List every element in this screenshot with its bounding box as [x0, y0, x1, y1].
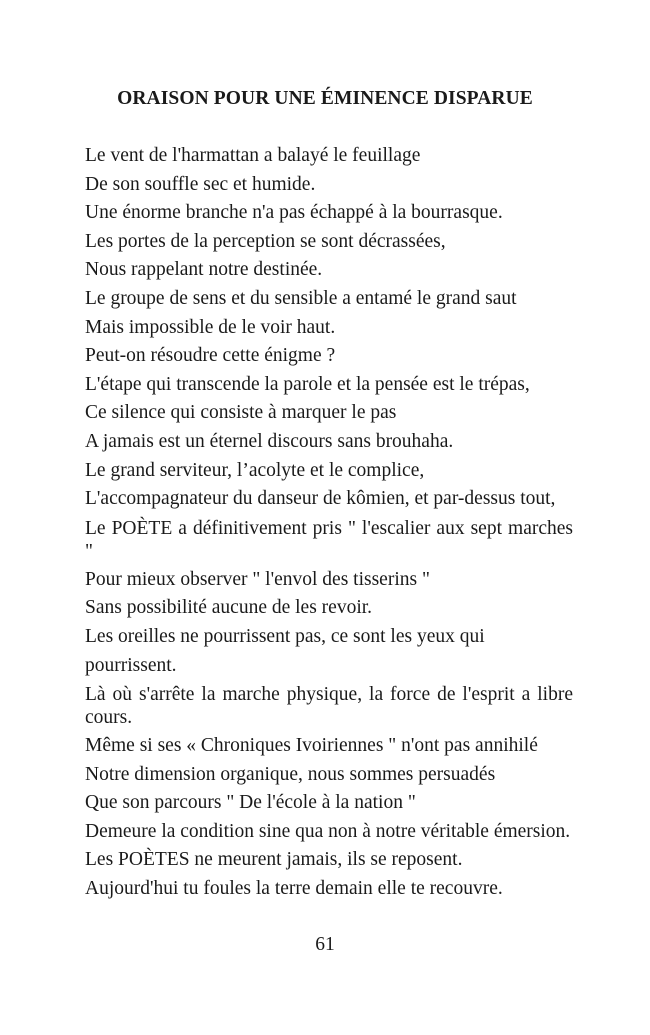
page-number: 61: [315, 934, 335, 955]
poem-line-11: A jamais est un éternel discours sans brouhaha.: [85, 430, 454, 452]
poem-line-12: Le grand serviteur, l’acolyte et le complice,: [85, 459, 425, 481]
poem-line-13: L'accompagnateur du danseur de kômien, et par-dessus tout,: [85, 488, 556, 510]
poem-line-4: Les portes de la perception se sont décrassées,: [85, 230, 446, 252]
poem-line-19: Même si ses « Chroniques Ivoiriennes " n'ont pas annihilé: [85, 735, 538, 757]
poem-line-18: Là où s'arrête la marche physique, la force de l'esprit a libre cours.: [85, 684, 573, 729]
poem-line-21: Que son parcours " De l'école à la nation ": [85, 792, 416, 814]
poem-line-7: Mais impossible de le voir haut.: [85, 316, 336, 338]
poem-line-6: Le groupe de sens et du sensible a entamé le grand saut: [85, 287, 517, 309]
poem-line-14: Le POÈTE a définitivement pris " l'escalier aux sept marches ": [85, 517, 573, 562]
poem-line-8: Peut-on résoudre cette énigme ?: [85, 345, 336, 367]
poem-line-16: Sans possibilité aucune de les revoir.: [85, 597, 373, 619]
poem-line-15: Pour mieux observer " l'envol des tisserins ": [85, 568, 430, 590]
poem-line-20: Notre dimension organique, nous sommes persuadés: [85, 763, 496, 785]
poem-line-3: Une énorme branche n'a pas échappé à la bourrasque.: [85, 202, 503, 224]
poem-line-22: Demeure la condition sine qua non à notre véritable émersion.: [85, 820, 571, 842]
poem-line-9: L'étape qui transcende la parole et la pensée est le trépas,: [85, 373, 530, 395]
poem-line-17: Les oreilles ne pourrissent pas, ce sont les yeux qui pourrissent.: [85, 625, 485, 676]
poem-title: ORAISON POUR UNE ÉMINENCE DISPARUE: [117, 88, 533, 109]
poem-line-10: Ce silence qui consiste à marquer le pas: [85, 402, 397, 424]
poem-line-2: De son souffle sec et humide.: [85, 173, 316, 195]
poem-line-24: Aujourd'hui tu foules la terre demain elle te recouvre.: [85, 878, 503, 900]
poem-body: [85, 142, 573, 904]
poem-line-23: Les POÈTES ne meurent jamais, ils se reposent.: [85, 849, 463, 871]
poem-line-5: Nous rappelant notre destinée.: [85, 259, 323, 281]
poem-line-1: Le vent de l'harmattan a balayé le feuillage: [85, 145, 421, 166]
